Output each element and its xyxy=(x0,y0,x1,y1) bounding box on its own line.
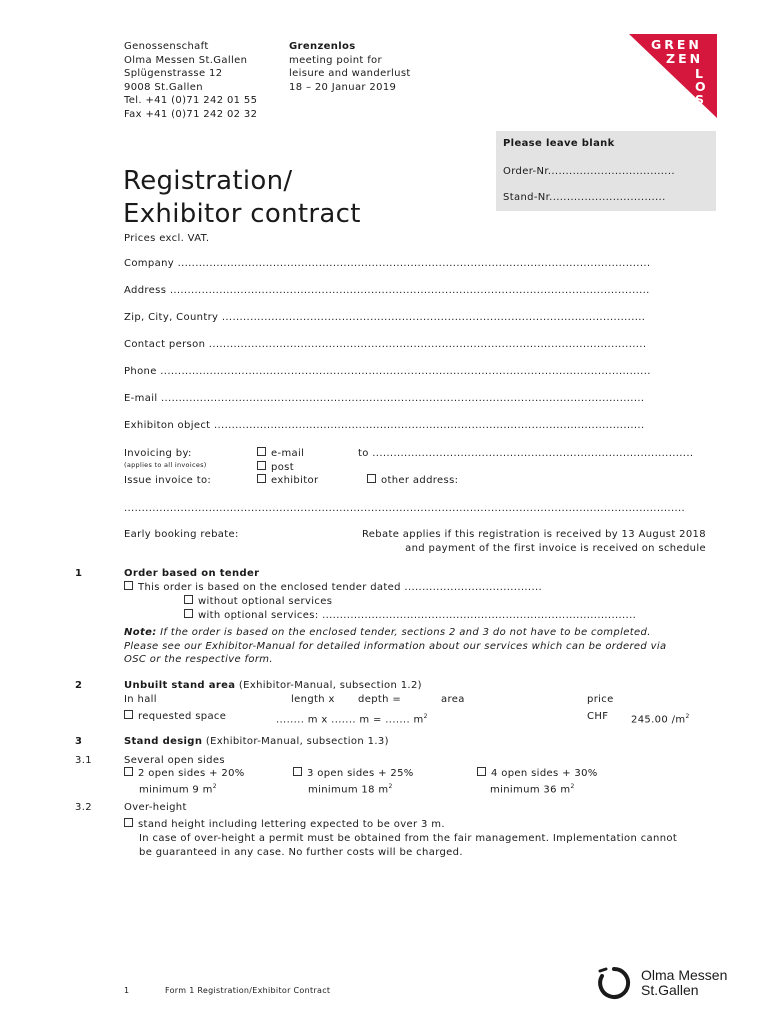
two-open-sides-option[interactable] xyxy=(124,767,245,781)
in-hall-label: In hall xyxy=(124,694,157,705)
dimensions-field[interactable]: ........ m x ....... m = ....... $m^2$ xyxy=(276,713,428,726)
olma-swirl-icon xyxy=(596,965,632,1001)
field-dots: ............................................................................................................................ xyxy=(208,339,647,350)
checkbox[interactable] xyxy=(184,595,193,604)
section-3-ref: (Exhibitor-Manual, subsection 1.3) xyxy=(205,736,389,747)
sender-address xyxy=(124,40,257,121)
office-use-box xyxy=(496,131,716,211)
section-number: 2 xyxy=(75,680,83,691)
stand-number-dots: ................................. xyxy=(549,192,666,203)
invoice-email-to-field[interactable] xyxy=(358,447,706,461)
rebate-line-2: and payment of the first invoice is received on schedule xyxy=(405,542,706,554)
invoice-post-option[interactable] xyxy=(257,461,294,475)
field-dots: ........................................................................................................................................ xyxy=(169,285,650,296)
sender-line: 9008 St.Gallen xyxy=(124,81,203,93)
option-label: without optional services xyxy=(198,596,333,607)
length-label: length x xyxy=(291,694,335,705)
order-number-field[interactable] xyxy=(503,165,675,179)
field-dots: ........................................................................................................................ xyxy=(221,312,646,323)
option-label: exhibitor xyxy=(271,475,319,486)
rebate-line-1: Rebate applies if this registration is received by 13 August 2018 xyxy=(361,529,706,540)
page-number: 1 xyxy=(124,986,130,995)
price-label: price xyxy=(587,694,614,705)
note-line-3: OSC or the respective form. xyxy=(124,654,273,665)
order-number-dots: ................................... xyxy=(551,166,675,177)
option-label: 2 open sides + 20% xyxy=(138,768,245,779)
depth-label: depth = xyxy=(358,694,402,705)
field-label: E-mail xyxy=(124,393,158,404)
footer-form-name: Form 1 Registration/Exhibitor Contract xyxy=(165,986,331,995)
issue-invoice-label: Issue invoice to: xyxy=(124,475,212,486)
olma-brand-text xyxy=(641,968,727,998)
event-name: Grenzenlos xyxy=(289,41,356,52)
subsection-number: 3.1 xyxy=(75,755,92,766)
to-dots: ........................................................................................... xyxy=(372,448,694,459)
note-line-2: Please see our Exhibitor-Manual for detailed information about our services which can be ordered via xyxy=(124,640,667,652)
field-dots: ......................................................................................................................................... xyxy=(160,393,645,404)
price-amount: 245.00 /m xyxy=(631,714,686,726)
field-label: Contact person xyxy=(124,339,206,350)
title-line-1: Registration/ xyxy=(123,166,293,196)
currency-label: CHF xyxy=(587,711,609,722)
four-open-sides-min: minimum 36 $m^2$ xyxy=(490,783,575,796)
checkbox[interactable] xyxy=(124,767,133,776)
field-label: Address xyxy=(124,285,167,296)
olma-messen-logo xyxy=(596,965,746,1001)
subsection-3-2-title: Over-height xyxy=(124,802,187,813)
phone-field[interactable] xyxy=(124,365,706,392)
field-dots: ........................................................................................................................................... xyxy=(160,366,651,377)
with-services-option[interactable] xyxy=(184,609,706,623)
field-dots: ...................................................................................................................................... xyxy=(177,258,651,269)
contact-person-field[interactable] xyxy=(124,338,706,365)
checkbox[interactable] xyxy=(257,461,266,470)
three-open-sides-min: minimum 18 $m^2$ xyxy=(308,783,393,796)
checkbox[interactable] xyxy=(257,447,266,456)
services-dots: ......................................................................................... xyxy=(322,610,637,621)
min-text: minimum 9 m xyxy=(139,784,213,796)
subsection-3-1-title: Several open sides xyxy=(124,755,225,766)
brand-line-2: St.Gallen xyxy=(641,982,699,998)
section-3-heading xyxy=(124,735,389,749)
tender-option[interactable] xyxy=(124,581,542,595)
checkbox[interactable] xyxy=(477,767,486,776)
option-label: e-mail xyxy=(271,448,305,459)
field-label: Company xyxy=(124,258,175,269)
section-1-title: Order based on tender xyxy=(124,568,260,579)
option-label: This order is based on the enclosed tender dated xyxy=(138,582,401,593)
three-open-sides-option[interactable] xyxy=(293,767,414,781)
option-label: stand height including lettering expected to be over 3 m. xyxy=(138,819,445,830)
issue-other-address-option[interactable] xyxy=(367,474,458,488)
note-text: If the order is based on the enclosed tender, sections 2 and 3 do not have to be completed. xyxy=(160,627,651,638)
address-field[interactable] xyxy=(124,284,706,311)
section-2-title: Unbuilt stand area xyxy=(124,680,236,691)
rebate-label: Early booking rebate: xyxy=(124,529,239,540)
brand-line-1: Olma Messen xyxy=(641,967,728,983)
section-number: 3 xyxy=(75,736,83,747)
checkbox[interactable] xyxy=(367,474,376,483)
dimensions-text: ........ m x ....... m = ....... m xyxy=(276,714,424,726)
invoicing-sublabel: (applies to all invoices) xyxy=(124,461,207,469)
to-label: to xyxy=(358,448,369,459)
four-open-sides-option[interactable] xyxy=(477,767,598,781)
sender-line: Genossenschaft xyxy=(124,41,209,52)
price-per-m2: 245.00 $/m^2$ xyxy=(631,713,690,726)
min-text: minimum 36 m xyxy=(490,784,571,796)
sender-line: Olma Messen St.Gallen xyxy=(124,54,248,66)
over-height-option[interactable] xyxy=(124,818,445,832)
checkbox[interactable] xyxy=(257,474,266,483)
exhibition-object-field[interactable] xyxy=(124,419,706,446)
grenzenlos-logo xyxy=(629,34,717,118)
title-line-2: Exhibitor contract xyxy=(123,199,361,229)
logo-line: LOS xyxy=(695,66,706,107)
subsection-number: 3.2 xyxy=(75,802,92,813)
field-label: Zip, City, Country xyxy=(124,312,219,323)
invoicing-label: Invoicing by: xyxy=(124,448,192,459)
option-label: post xyxy=(271,462,294,473)
event-info xyxy=(289,40,411,94)
min-text: minimum 18 m xyxy=(308,784,389,796)
other-address-field[interactable]: ............................................................................................................................................................... xyxy=(124,503,686,514)
stand-number-label: Stand-Nr xyxy=(503,192,550,203)
rebate-text xyxy=(300,528,706,555)
prices-note: Prices excl. VAT. xyxy=(124,233,210,244)
event-line: 18 – 20 Januar 2019 xyxy=(289,81,397,93)
checkbox[interactable] xyxy=(124,818,133,827)
checkbox[interactable] xyxy=(124,581,133,590)
section-2-ref: (Exhibitor-Manual, subsection 1.2) xyxy=(238,680,422,691)
logo-line: GREN xyxy=(651,37,702,52)
sender-line: Fax +41 (0)71 242 02 32 xyxy=(124,108,258,120)
checkbox[interactable] xyxy=(184,609,193,618)
event-line: leisure and wanderlust xyxy=(289,68,411,79)
without-services-option[interactable] xyxy=(184,595,332,609)
stand-number-field[interactable] xyxy=(503,191,666,205)
checkbox[interactable] xyxy=(293,767,302,776)
tender-date-dots: ....................................... xyxy=(404,582,543,593)
option-label: other address: xyxy=(381,475,459,486)
email-field[interactable] xyxy=(124,392,706,419)
note-label: Note: xyxy=(124,627,157,638)
section-3-title: Stand design xyxy=(124,736,203,747)
option-label: with optional services: xyxy=(198,610,319,621)
issue-exhibitor-option[interactable] xyxy=(257,474,318,488)
sender-line: Tel. +41 (0)71 242 01 55 xyxy=(124,95,258,106)
option-label: 4 open sides + 30% xyxy=(491,768,598,779)
field-label: Phone xyxy=(124,366,157,377)
order-number-label: Order-Nr. xyxy=(503,166,552,177)
invoice-email-option[interactable] xyxy=(257,447,304,461)
option-label: requested space xyxy=(138,711,227,722)
over-height-line-2: In case of over-height a permit must be obtained from the fair management. Implementation cannot xyxy=(139,833,678,844)
field-dots: .......................................................................................................................... xyxy=(213,420,645,431)
section-2-heading xyxy=(124,679,422,693)
over-height-line-3: be guaranteed in any case. No further costs will be charged. xyxy=(139,847,463,858)
option-label: 3 open sides + 25% xyxy=(307,768,414,779)
zip-city-country-field[interactable] xyxy=(124,311,706,338)
field-label: Exhibiton object xyxy=(124,420,211,431)
section-1-note xyxy=(124,626,724,667)
page-title xyxy=(123,165,361,231)
area-label: area xyxy=(441,694,465,705)
sender-line: Splügenstrasse 12 xyxy=(124,68,223,79)
event-line: meeting point for xyxy=(289,54,382,66)
contact-fields xyxy=(124,257,706,446)
logo-line: ZEN xyxy=(666,51,704,66)
office-box-heading: Please leave blank xyxy=(503,138,615,149)
checkbox[interactable] xyxy=(124,710,133,719)
company-field[interactable] xyxy=(124,257,706,284)
section-number: 1 xyxy=(75,568,83,579)
two-open-sides-min: minimum 9 $m^2$ xyxy=(139,783,217,796)
requested-space-option[interactable] xyxy=(124,710,226,724)
